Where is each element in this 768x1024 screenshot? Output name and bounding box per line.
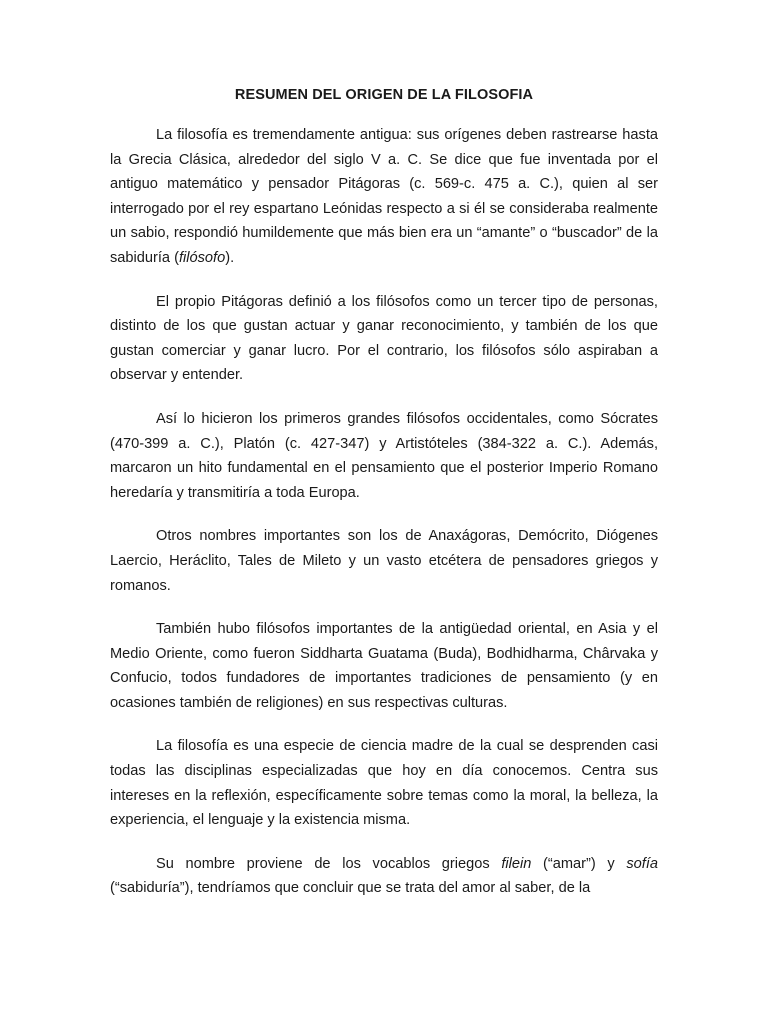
paragraph-7-italic-2: sofía bbox=[626, 855, 659, 872]
paragraph-3: Así lo hicieron los primeros grandes filósofos occidentales, como Sócrates (470-399 a. C.), Platón (c. 427-347) y Artistóteles (384-322 a. C.). Además, marcaron un hito fundamental en el pensamiento que el posterior Imperio Romano heredaría y transmitiría a toda Europa. bbox=[110, 410, 658, 501]
paragraph-7-italic: filein bbox=[501, 855, 532, 872]
paragraph-7 bbox=[110, 852, 658, 901]
paragraph-6: La filosofía es una especie de ciencia madre de la cual se desprenden casi todas las disciplinas especializadas que hoy en día conocemos. Centra sus intereses en la reflexión, específicamente sobre temas como la moral, la belleza, la experiencia, el lenguaje y la existencia misma. bbox=[110, 738, 658, 829]
document-title: RESUMEN DEL ORIGEN DE LA FILOSOFIA bbox=[234, 87, 534, 103]
paragraph-7-text-mid: (“amar”) y bbox=[531, 855, 627, 872]
paragraph-1-italic: filósofo bbox=[178, 249, 226, 266]
paragraph-5: También hubo filósofos importantes de la antigüedad oriental, en Asia y el Medio Oriente, como fueron Siddharta Guatama (Buda), Bodhidharma, Chârvaka y Confucio, todos fundadores de importantes tradiciones de pensamiento (y en ocasiones también de religiones) en sus respectivas culturas. bbox=[110, 621, 658, 711]
paragraph-7-text-end: (“sabiduría”), tendríamos que concluir que se trata del amor al saber, de la bbox=[110, 880, 591, 897]
document-body bbox=[110, 84, 658, 920]
paragraph-4: Otros nombres importantes son los de Anaxágoras, Demócrito, Diógenes Laercio, Heráclito, Tales de Mileto y un vasto etcétera de pensadores griegos y romanos. bbox=[110, 528, 658, 594]
paragraph-2: El propio Pitágoras definió a los filósofos como un tercer tipo de personas, distinto de los que gustan actuar y ganar reconocimiento, y también de los que gustan comerciar y ganar lucro. Por el contrario, los filósofos sólo aspiraban a observar y entender. bbox=[110, 293, 658, 384]
paragraph-7-text: Su nombre proviene de los vocablos griegos bbox=[156, 855, 502, 872]
paragraph-1 bbox=[110, 123, 658, 271]
paragraph-1-text-end: ). bbox=[225, 249, 235, 266]
paragraph-1-text: La filosofía es tremendamente antigua: sus orígenes deben rastrearse hasta la Grecia Clásica, alrededor del siglo V a. C. Se dice que fue inventada por el antiguo matemático y pensador Pitágoras (c. 569-c. 475 a. C.), quien al ser interrogado por el rey espartano Leónidas respecto a si él se consideraba realmente un sabio, respondió humildemente que más bien era un “amante” o “buscador” de la sabiduría ( bbox=[110, 127, 658, 266]
